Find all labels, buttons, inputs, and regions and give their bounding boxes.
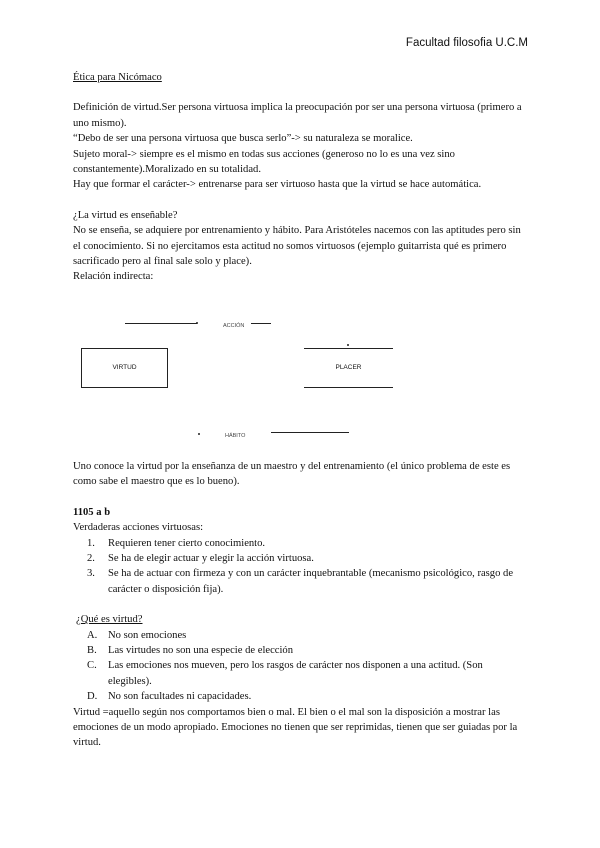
list-item-letter: D. <box>87 691 98 703</box>
intro-paragraph-4: Hay que formar el carácter-> entrenarse para ser virtuoso hasta que la virtud se hace automática. <box>73 179 482 191</box>
list-item <box>73 689 529 704</box>
list-item-text: Las virtudes no son una especie de elección <box>108 644 294 656</box>
diagram-dot-right <box>347 344 349 346</box>
diagram-box-placer <box>304 348 393 388</box>
diagram-box-placer-label: PLACER <box>335 363 362 371</box>
list-item-letter: A. <box>87 629 98 641</box>
list-item-text: Se ha de elegir actuar y elegir la acción virtuosa. <box>108 552 314 564</box>
list-item-text: No son facultades ni capacidades. <box>108 691 252 703</box>
diagram-line-bottom <box>271 432 349 433</box>
diagram-line-top-right <box>251 323 271 324</box>
list-item-text: Se ha de actuar con firmeza y con un carácter inquebrantable (mecanismo psicológico, rasgo de carácter o disposición fija). <box>108 568 514 595</box>
section-1105-subheading: Verdaderas acciones virtuosas: <box>73 522 204 534</box>
list-item-number: 3. <box>87 568 95 580</box>
list-item-letter: C. <box>87 660 97 672</box>
diagram-dot-bottom <box>198 433 200 435</box>
intro-paragraph-2: “Debo de ser una persona virtuosa que busca serlo”-> su naturaleza se moralice. <box>73 133 413 145</box>
intro-paragraph-1: Definición de virtud.Ser persona virtuosa implica la preocupación por ser una persona virtuosa (primero a uno mismo). <box>73 102 522 129</box>
diagram-label-top: ACCIÓN <box>223 322 245 329</box>
list-item <box>73 566 529 597</box>
list-item-text: Requieren tener cierto conocimiento. <box>108 537 266 549</box>
list-item <box>73 628 529 643</box>
list-item-text: Las emociones nos mueven, pero los rasgos de carácter nos disponen a una actitud. (Son elegibles). <box>108 660 483 687</box>
list-item <box>73 551 529 566</box>
intro-paragraph-3: Sujeto moral-> siempre es el mismo en todas sus acciones (generoso no lo es una vez sino constantemente).Moralizado en su totalidad. <box>73 148 455 176</box>
list-item <box>73 643 529 658</box>
list-item <box>73 536 529 551</box>
list-item-letter: B. <box>87 644 97 656</box>
what-is-list <box>73 628 529 705</box>
teacher-paragraph: Uno conoce la virtud por la enseñanza de un maestro y del entrenamiento (el único problema de este es como sabe el maestro que es lo bueno). <box>73 460 511 488</box>
relation-diagram <box>73 289 529 459</box>
section-1105-heading: 1105 a b <box>73 506 111 518</box>
relation-label: Relación indirecta: <box>73 271 154 283</box>
list-item-number: 1. <box>87 537 95 549</box>
diagram-dot-top <box>196 322 198 324</box>
teachable-answer: No se enseña, se adquiere por entrenamiento y hábito. Para Aristóteles nacemos con las aptitudes pero sin el conocimiento. Si no ejercitamos esta actitud no somos virtuosos (ejemplo guitarrista qué es primero sacrificado pero al final sale solo y place). <box>73 225 521 268</box>
diagram-line-top-left <box>125 323 197 324</box>
teachable-question: ¿La virtud es enseñable? <box>73 209 178 221</box>
diagram-box-virtud-label: VIRTUD <box>112 363 137 371</box>
document-title: Ética para Nicómaco <box>73 72 162 83</box>
list-item <box>73 658 529 689</box>
page-header: Facultad filosofia U.C.M <box>405 37 528 49</box>
diagram-box-virtud <box>81 348 168 388</box>
list-item-number: 2. <box>87 552 95 564</box>
document-body <box>73 70 529 751</box>
virtue-conclusion: Virtud =aquello según nos comportamos bien o mal. El bien o el mal son la disposición a mostrar las emociones de un modo apropiado. Emociones no tienen que ser reprimidas, tienen que ser guiadas por la virtud. <box>73 706 518 749</box>
list-item-text: No son emociones <box>108 629 187 641</box>
what-is-question: ¿Qué es virtud? <box>76 614 143 626</box>
diagram-label-bottom: HÁBITO <box>225 432 246 439</box>
virtuous-actions-list <box>73 536 529 598</box>
